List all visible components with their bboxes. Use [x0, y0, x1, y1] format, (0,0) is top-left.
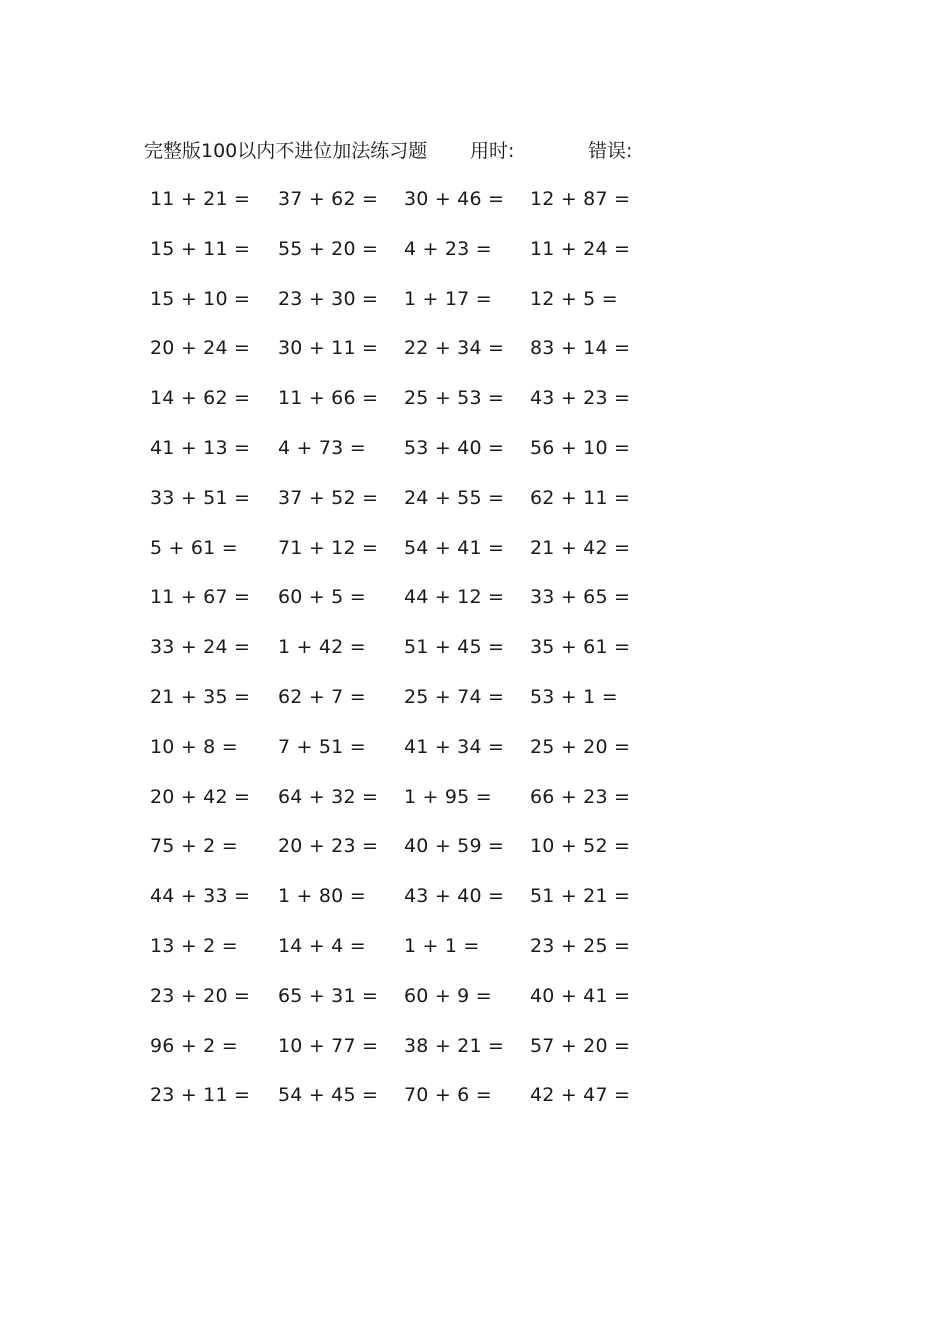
- problem-r17-c2: 65 + 31 =: [278, 985, 379, 1007]
- problem-r17-c4: 40 + 41 =: [530, 985, 631, 1007]
- problem-r15-c1: 44 + 33 =: [150, 885, 251, 907]
- problem-r3-c4: 12 + 5 =: [530, 288, 618, 310]
- problem-r6-c1: 41 + 13 =: [150, 437, 251, 459]
- problem-r9-c1: 11 + 67 =: [150, 586, 251, 608]
- problem-r3-c3: 1 + 17 =: [404, 288, 492, 310]
- problem-r4-c3: 22 + 34 =: [404, 337, 505, 359]
- problem-r4-c2: 30 + 11 =: [278, 337, 379, 359]
- problem-r8-c1: 5 + 61 =: [150, 537, 238, 559]
- problem-r2-c1: 15 + 11 =: [150, 238, 251, 260]
- problem-r13-c4: 66 + 23 =: [530, 786, 631, 808]
- problem-r5-c4: 43 + 23 =: [530, 387, 631, 409]
- problem-r5-c1: 14 + 62 =: [150, 387, 251, 409]
- problem-r2-c3: 4 + 23 =: [404, 238, 492, 260]
- problem-r12-c3: 41 + 34 =: [404, 736, 505, 758]
- problem-r3-c2: 23 + 30 =: [278, 288, 379, 310]
- problem-r1-c2: 37 + 62 =: [278, 188, 379, 210]
- problem-r15-c2: 1 + 80 =: [278, 885, 366, 907]
- problem-r14-c4: 10 + 52 =: [530, 835, 631, 857]
- problem-r8-c3: 54 + 41 =: [404, 537, 505, 559]
- page-title: 完整版100以内不进位加法练习题: [144, 140, 428, 162]
- problem-r6-c3: 53 + 40 =: [404, 437, 505, 459]
- problem-r5-c3: 25 + 53 =: [404, 387, 505, 409]
- problem-r16-c2: 14 + 4 =: [278, 935, 366, 957]
- time-used-label: 用时:: [470, 140, 515, 162]
- problem-r18-c3: 38 + 21 =: [404, 1035, 505, 1057]
- problem-r7-c3: 24 + 55 =: [404, 487, 505, 509]
- problem-r16-c1: 13 + 2 =: [150, 935, 238, 957]
- problem-r12-c2: 7 + 51 =: [278, 736, 366, 758]
- problem-r11-c1: 21 + 35 =: [150, 686, 251, 708]
- problem-r8-c4: 21 + 42 =: [530, 537, 631, 559]
- problem-r14-c3: 40 + 59 =: [404, 835, 505, 857]
- problem-r15-c4: 51 + 21 =: [530, 885, 631, 907]
- problem-r12-c4: 25 + 20 =: [530, 736, 631, 758]
- problem-r14-c2: 20 + 23 =: [278, 835, 379, 857]
- problem-r9-c3: 44 + 12 =: [404, 586, 505, 608]
- problem-r19-c4: 42 + 47 =: [530, 1084, 631, 1106]
- problem-r13-c3: 1 + 95 =: [404, 786, 492, 808]
- problem-r17-c1: 23 + 20 =: [150, 985, 251, 1007]
- problem-r7-c1: 33 + 51 =: [150, 487, 251, 509]
- problem-r12-c1: 10 + 8 =: [150, 736, 238, 758]
- problem-r1-c4: 12 + 87 =: [530, 188, 631, 210]
- problem-r5-c2: 11 + 66 =: [278, 387, 379, 409]
- problem-r6-c2: 4 + 73 =: [278, 437, 366, 459]
- problem-r4-c1: 20 + 24 =: [150, 337, 251, 359]
- problem-r3-c1: 15 + 10 =: [150, 288, 251, 310]
- problem-r11-c3: 25 + 74 =: [404, 686, 505, 708]
- problem-r16-c4: 23 + 25 =: [530, 935, 631, 957]
- problem-r18-c2: 10 + 77 =: [278, 1035, 379, 1057]
- problem-r18-c4: 57 + 20 =: [530, 1035, 631, 1057]
- problem-r8-c2: 71 + 12 =: [278, 537, 379, 559]
- problem-r19-c2: 54 + 45 =: [278, 1084, 379, 1106]
- problem-r2-c2: 55 + 20 =: [278, 238, 379, 260]
- problem-r17-c3: 60 + 9 =: [404, 985, 492, 1007]
- problem-r1-c3: 30 + 46 =: [404, 188, 505, 210]
- problem-r9-c2: 60 + 5 =: [278, 586, 366, 608]
- problem-r11-c4: 53 + 1 =: [530, 686, 618, 708]
- problem-r4-c4: 83 + 14 =: [530, 337, 631, 359]
- problem-r7-c2: 37 + 52 =: [278, 487, 379, 509]
- problem-r1-c1: 11 + 21 =: [150, 188, 251, 210]
- problem-r18-c1: 96 + 2 =: [150, 1035, 238, 1057]
- problem-r11-c2: 62 + 7 =: [278, 686, 366, 708]
- problem-r10-c3: 51 + 45 =: [404, 636, 505, 658]
- problem-r2-c4: 11 + 24 =: [530, 238, 631, 260]
- problem-r19-c3: 70 + 6 =: [404, 1084, 492, 1106]
- problem-r10-c2: 1 + 42 =: [278, 636, 366, 658]
- problem-r6-c4: 56 + 10 =: [530, 437, 631, 459]
- problem-r19-c1: 23 + 11 =: [150, 1084, 251, 1106]
- error-count-label: 错误:: [588, 140, 633, 162]
- problem-r14-c1: 75 + 2 =: [150, 835, 238, 857]
- problem-r10-c4: 35 + 61 =: [530, 636, 631, 658]
- problem-r16-c3: 1 + 1 =: [404, 935, 480, 957]
- problem-r10-c1: 33 + 24 =: [150, 636, 251, 658]
- problem-r7-c4: 62 + 11 =: [530, 487, 631, 509]
- problem-r13-c2: 64 + 32 =: [278, 786, 379, 808]
- problem-r13-c1: 20 + 42 =: [150, 786, 251, 808]
- problem-r15-c3: 43 + 40 =: [404, 885, 505, 907]
- problem-r9-c4: 33 + 65 =: [530, 586, 631, 608]
